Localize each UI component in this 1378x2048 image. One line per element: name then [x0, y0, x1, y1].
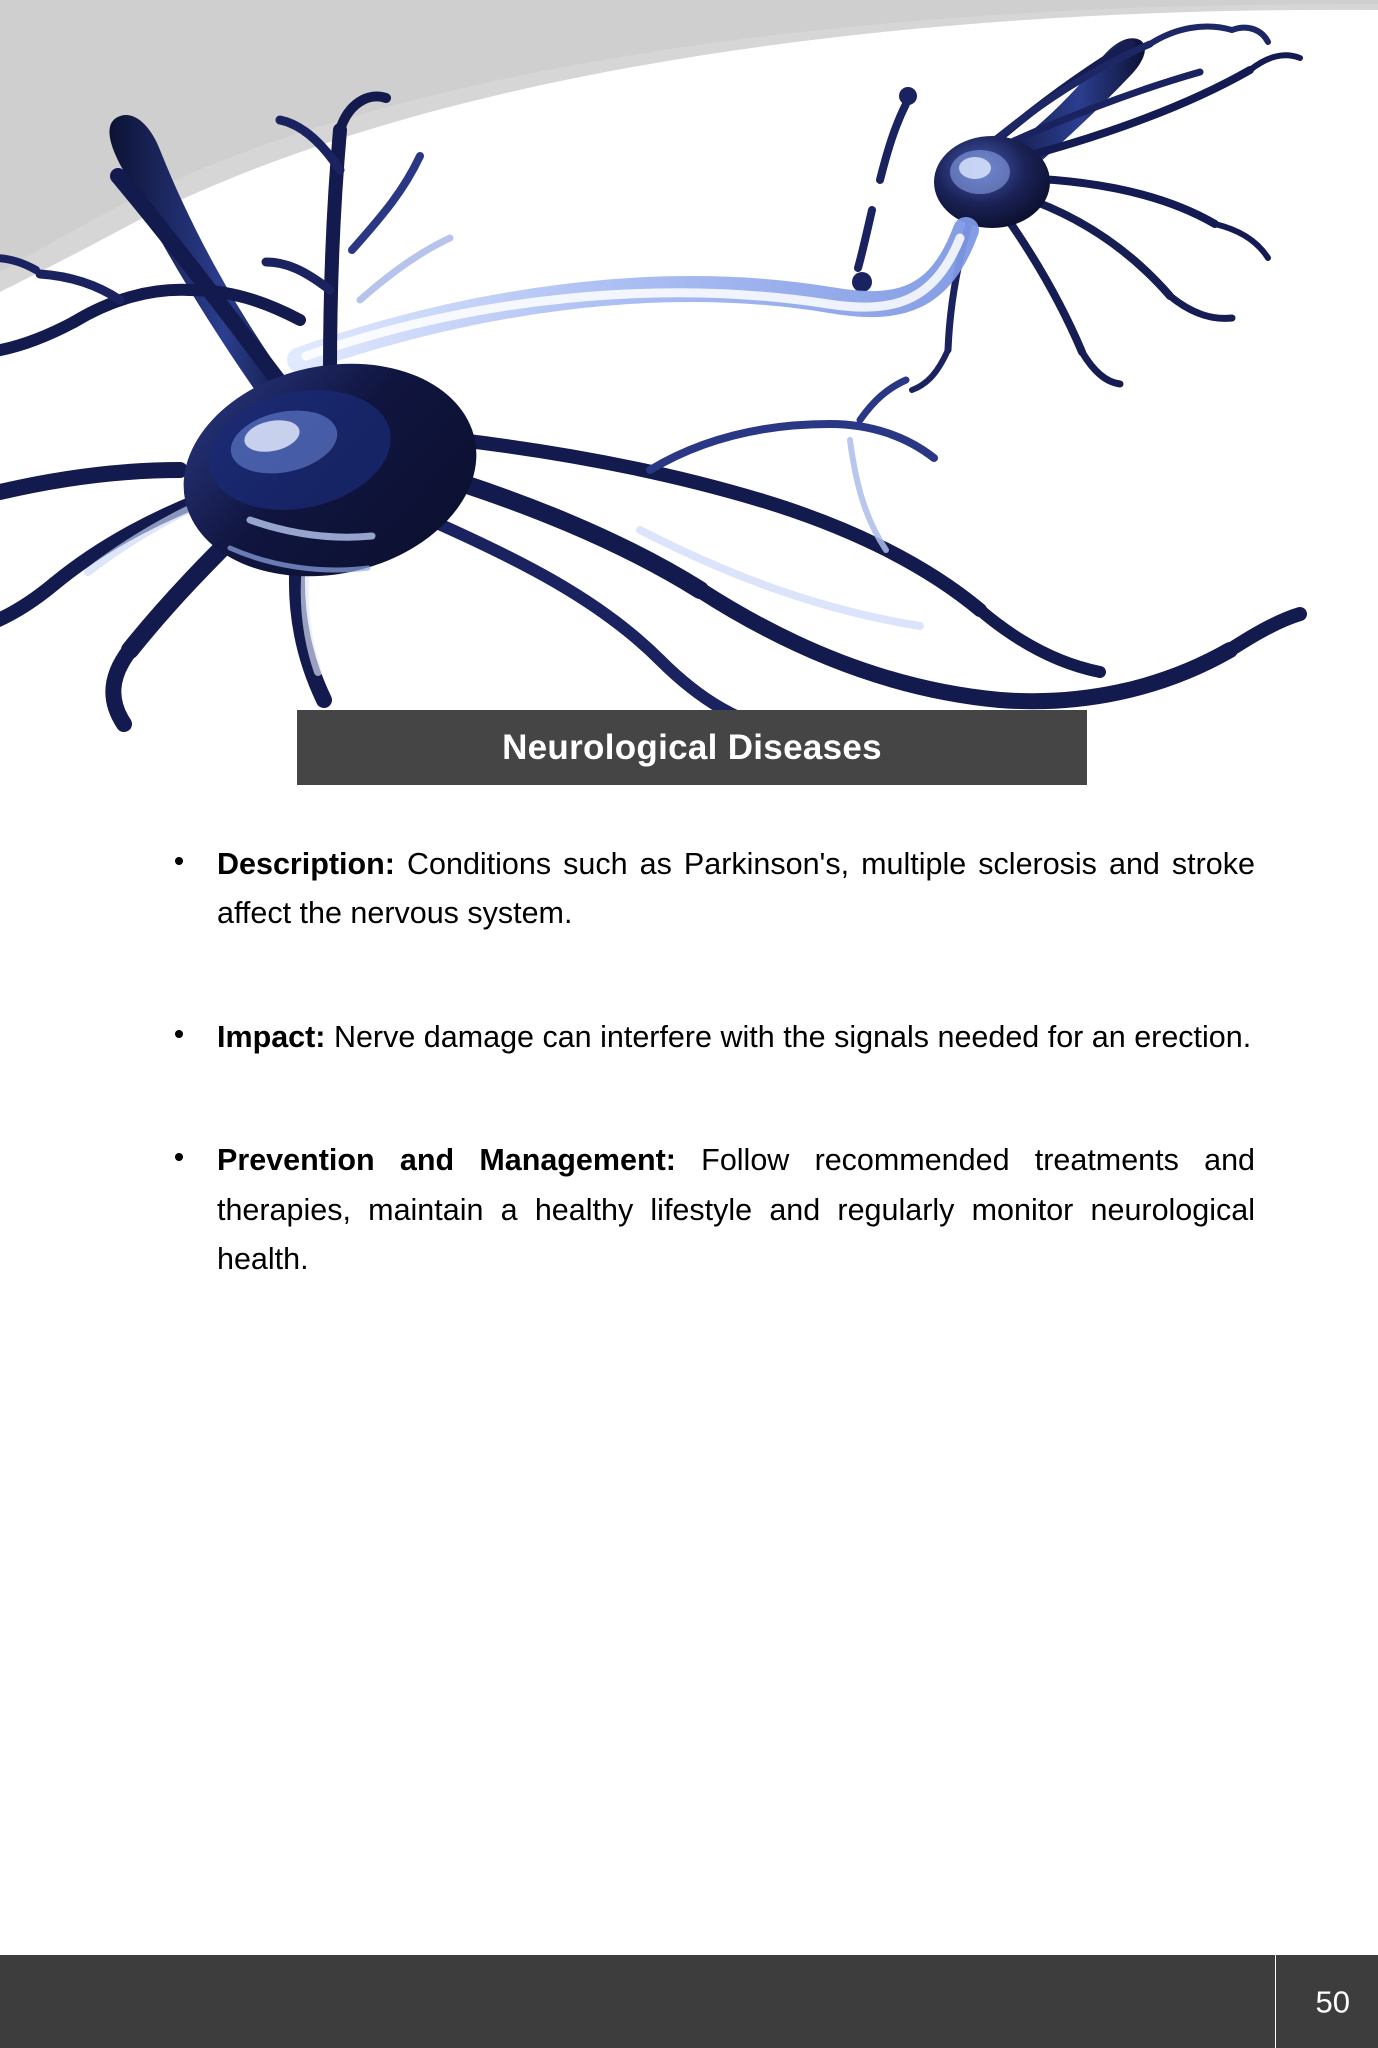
bullet-dot-icon: [175, 1030, 183, 1038]
slide-footer: [0, 1955, 1378, 2048]
bullet-dot-icon: [175, 1153, 183, 1161]
page-number: 50: [1315, 1984, 1350, 2019]
slide-title-plate: [297, 710, 1087, 785]
bullet-dot-icon: [175, 857, 183, 865]
bullet-label: Impact:: [217, 1019, 326, 1054]
list-item: [170, 1136, 1255, 1284]
bullet-text: Conditions such as Parkinson's, multiple sclerosis and stroke affect the nervous system.: [217, 847, 1255, 931]
footer-divider: [1275, 1955, 1276, 2048]
neuron-illustration: [0, 0, 1378, 800]
page-title: Neurological Diseases: [502, 728, 882, 767]
bullet-label: Prevention and Management:: [217, 1143, 676, 1178]
list-item: [170, 1013, 1255, 1062]
slide-body: [170, 840, 1255, 1284]
list-item: [170, 840, 1255, 939]
bullet-label: Description:: [217, 847, 395, 881]
bullet-text: Nerve damage can interfere with the signals needed for an erection.: [325, 1019, 1252, 1054]
bullet-text: Follow recommended treatments and therapies, maintain a healthy lifestyle and regularly monitor neurological health.: [217, 1143, 1255, 1277]
